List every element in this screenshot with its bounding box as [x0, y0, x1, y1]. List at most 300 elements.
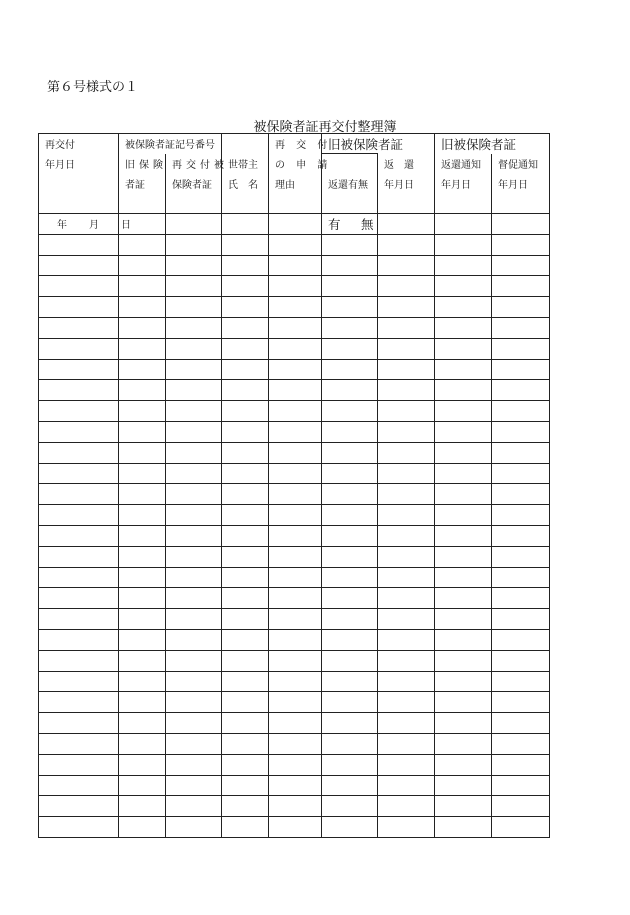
reminder-notice-cell[interactable] — [492, 546, 550, 567]
return-date-cell[interactable] — [378, 692, 435, 713]
table-row — [39, 234, 550, 255]
date-cell[interactable] — [39, 234, 119, 255]
reissued-card-cell[interactable] — [166, 796, 222, 817]
reminder-notice-cell[interactable] — [492, 421, 550, 442]
reissued-card-cell[interactable] — [166, 525, 222, 546]
old-card-cell[interactable] — [119, 276, 166, 297]
return-date-cell[interactable] — [378, 525, 435, 546]
reminder-notice-cell[interactable] — [492, 463, 550, 484]
return-date-cell[interactable] — [378, 650, 435, 671]
return-status-cell[interactable] — [322, 442, 378, 463]
return-date-cell[interactable] — [378, 297, 435, 318]
reason-cell[interactable] — [269, 671, 322, 692]
reminder-notice-cell[interactable] — [492, 234, 550, 255]
return-notice-cell[interactable] — [435, 525, 492, 546]
return-notice-cell[interactable] — [435, 297, 492, 318]
date-cell[interactable] — [39, 380, 119, 401]
return-date-cell[interactable] — [378, 401, 435, 422]
date-cell[interactable] — [39, 754, 119, 775]
return-status-cell[interactable] — [322, 276, 378, 297]
reminder-notice-cell[interactable] — [492, 401, 550, 422]
reissued-card-cell[interactable] — [166, 609, 222, 630]
return-date-cell[interactable] — [378, 505, 435, 526]
return-status-cell[interactable] — [322, 463, 378, 484]
old-card-cell[interactable] — [119, 401, 166, 422]
reminder-notice-cell[interactable] — [492, 775, 550, 796]
table-row — [39, 317, 550, 338]
date-cell[interactable] — [39, 733, 119, 754]
reissued-card-cell[interactable] — [166, 671, 222, 692]
reason-cell[interactable] — [269, 317, 322, 338]
reissued-card-cell[interactable] — [166, 442, 222, 463]
old-card-cell[interactable] — [119, 463, 166, 484]
reminder-notice-cell[interactable] — [492, 567, 550, 588]
return-status-cell[interactable] — [322, 796, 378, 817]
date-cell[interactable] — [39, 421, 119, 442]
return-notice-cell[interactable] — [435, 359, 492, 380]
reason-cell[interactable] — [269, 380, 322, 401]
reminder-notice-cell[interactable] — [492, 505, 550, 526]
reissued-card-cell[interactable] — [166, 380, 222, 401]
reissued-card-cell[interactable] — [166, 505, 222, 526]
reissued-card-cell[interactable] — [166, 276, 222, 297]
return-notice-cell[interactable] — [435, 380, 492, 401]
reason-cell[interactable] — [269, 629, 322, 650]
return-status-cell[interactable] — [322, 754, 378, 775]
return-status-cell[interactable] — [322, 380, 378, 401]
return-status-cell[interactable] — [322, 733, 378, 754]
yes-no-cell[interactable]: 有 無 — [322, 214, 378, 235]
return-date-cell[interactable] — [378, 546, 435, 567]
householder-cell[interactable] — [222, 463, 269, 484]
old-card-cell[interactable] — [119, 255, 166, 276]
reminder-notice-cell[interactable] — [492, 276, 550, 297]
date-cell[interactable] — [39, 692, 119, 713]
return-status-cell[interactable] — [322, 484, 378, 505]
householder-cell[interactable] — [222, 733, 269, 754]
reason-cell[interactable] — [269, 401, 322, 422]
return-status-cell[interactable] — [322, 546, 378, 567]
householder-cell[interactable] — [222, 525, 269, 546]
date-cell[interactable] — [39, 317, 119, 338]
header-householder-top — [222, 134, 269, 154]
return-status-cell[interactable] — [322, 359, 378, 380]
header-return-notice: 返還通知 — [435, 154, 492, 174]
reissued-card-cell[interactable] — [166, 317, 222, 338]
return-date-cell[interactable] — [378, 442, 435, 463]
return-status-cell[interactable] — [322, 234, 378, 255]
old-card-cell[interactable] — [119, 380, 166, 401]
old-card-cell[interactable] — [119, 525, 166, 546]
date-cell[interactable] — [39, 401, 119, 422]
reason-cell[interactable] — [269, 463, 322, 484]
return-status-cell[interactable] — [322, 421, 378, 442]
return-date-cell[interactable] — [378, 463, 435, 484]
old-card-cell[interactable] — [119, 733, 166, 754]
table-row — [39, 671, 550, 692]
reason-cell[interactable] — [269, 214, 322, 235]
householder-cell[interactable] — [222, 484, 269, 505]
return-date-cell[interactable] — [378, 338, 435, 359]
reissued-card-cell[interactable] — [166, 629, 222, 650]
return-date-cell[interactable] — [378, 255, 435, 276]
reissued-card-cell[interactable] — [166, 567, 222, 588]
householder-cell[interactable] — [222, 421, 269, 442]
header-reissue-date-2: 年月日 — [39, 154, 119, 174]
reminder-notice-cell[interactable] — [492, 338, 550, 359]
return-status-cell[interactable] — [322, 650, 378, 671]
reason-cell[interactable] — [269, 588, 322, 609]
reason-cell[interactable] — [269, 421, 322, 442]
return-date-cell[interactable] — [378, 671, 435, 692]
reminder-notice-cell[interactable] — [492, 214, 550, 235]
reason-cell[interactable] — [269, 255, 322, 276]
header-reason-2: の 申 請 — [269, 154, 322, 174]
old-card-cell[interactable] — [119, 421, 166, 442]
date-cell[interactable] — [39, 650, 119, 671]
return-date-cell[interactable] — [378, 359, 435, 380]
reissued-card-cell[interactable] — [166, 754, 222, 775]
reminder-notice-cell[interactable] — [492, 297, 550, 318]
reissued-card-cell[interactable] — [166, 338, 222, 359]
reason-cell[interactable] — [269, 234, 322, 255]
return-status-cell[interactable] — [322, 713, 378, 734]
date-cell[interactable] — [39, 671, 119, 692]
old-card-cell[interactable] — [119, 297, 166, 318]
reminder-notice-cell[interactable] — [492, 733, 550, 754]
return-notice-cell[interactable] — [435, 546, 492, 567]
table-row — [39, 692, 550, 713]
reason-cell[interactable] — [269, 338, 322, 359]
reissued-card-cell[interactable] — [166, 463, 222, 484]
reissued-card-cell[interactable] — [166, 255, 222, 276]
reason-cell[interactable] — [269, 359, 322, 380]
householder-cell[interactable] — [222, 380, 269, 401]
return-date-cell[interactable] — [378, 380, 435, 401]
return-notice-cell[interactable] — [435, 650, 492, 671]
date-cell[interactable] — [39, 796, 119, 817]
householder-cell[interactable] — [222, 629, 269, 650]
table-row — [39, 463, 550, 484]
return-date-cell[interactable] — [378, 588, 435, 609]
return-notice-cell[interactable] — [435, 671, 492, 692]
return-notice-cell[interactable] — [435, 733, 492, 754]
householder-cell[interactable] — [222, 317, 269, 338]
return-status-cell[interactable] — [322, 255, 378, 276]
reason-cell[interactable] — [269, 567, 322, 588]
header-reminder-notice-2: 年月日 — [492, 174, 550, 214]
header-old-card-return: 旧被保険者証 — [322, 134, 435, 154]
table-row — [39, 484, 550, 505]
return-notice-cell[interactable] — [435, 505, 492, 526]
reissued-card-cell[interactable] — [166, 713, 222, 734]
reissued-card-cell[interactable] — [166, 214, 222, 235]
reminder-notice-cell[interactable] — [492, 754, 550, 775]
table-row — [39, 754, 550, 775]
householder-cell[interactable] — [222, 588, 269, 609]
date-cell[interactable] — [39, 276, 119, 297]
reminder-notice-cell[interactable] — [492, 255, 550, 276]
table-row — [39, 442, 550, 463]
return-date-cell[interactable] — [378, 629, 435, 650]
reason-cell[interactable] — [269, 442, 322, 463]
reminder-notice-cell[interactable] — [492, 713, 550, 734]
reissued-card-cell[interactable] — [166, 359, 222, 380]
reason-cell[interactable] — [269, 546, 322, 567]
old-card-cell[interactable] — [119, 671, 166, 692]
return-status-cell[interactable] — [322, 401, 378, 422]
householder-cell[interactable] — [222, 214, 269, 235]
return-status-cell[interactable] — [322, 525, 378, 546]
reissued-card-cell[interactable] — [166, 401, 222, 422]
old-card-cell[interactable] — [119, 609, 166, 630]
householder-cell[interactable] — [222, 567, 269, 588]
return-notice-cell[interactable] — [435, 796, 492, 817]
return-notice-cell[interactable] — [435, 421, 492, 442]
return-status-cell[interactable] — [322, 671, 378, 692]
return-notice-cell[interactable] — [435, 588, 492, 609]
date-cell[interactable] — [39, 255, 119, 276]
reissued-card-cell[interactable] — [166, 546, 222, 567]
date-cell[interactable] — [39, 297, 119, 318]
old-card-cell[interactable] — [119, 317, 166, 338]
return-notice-cell[interactable] — [435, 775, 492, 796]
old-card-cell[interactable] — [119, 713, 166, 734]
reissued-card-cell[interactable] — [166, 733, 222, 754]
date-cell[interactable] — [39, 546, 119, 567]
reminder-notice-cell[interactable] — [492, 817, 550, 838]
reminder-notice-cell[interactable] — [492, 484, 550, 505]
reissue-register-table — [38, 133, 550, 838]
householder-cell[interactable] — [222, 255, 269, 276]
return-date-cell[interactable] — [378, 484, 435, 505]
return-date-cell[interactable] — [378, 609, 435, 630]
header-reminder-notice: 督促通知 — [492, 154, 550, 174]
return-status-cell[interactable] — [322, 317, 378, 338]
old-card-cell[interactable] — [119, 546, 166, 567]
householder-cell[interactable] — [222, 754, 269, 775]
reminder-notice-cell[interactable] — [492, 609, 550, 630]
old-card-cell[interactable] — [119, 234, 166, 255]
return-date-cell[interactable] — [378, 775, 435, 796]
date-cell[interactable] — [39, 567, 119, 588]
reissued-card-cell[interactable] — [166, 484, 222, 505]
reason-cell[interactable] — [269, 650, 322, 671]
reminder-notice-cell[interactable] — [492, 650, 550, 671]
return-status-cell[interactable] — [322, 588, 378, 609]
date-cell[interactable] — [39, 359, 119, 380]
reason-cell[interactable] — [269, 276, 322, 297]
old-card-cell[interactable] — [119, 692, 166, 713]
date-cell[interactable] — [39, 588, 119, 609]
reissued-card-cell[interactable] — [166, 775, 222, 796]
date-cell[interactable] — [39, 775, 119, 796]
return-date-cell[interactable] — [378, 214, 435, 235]
table-row — [39, 214, 550, 235]
reminder-notice-cell[interactable] — [492, 692, 550, 713]
return-date-cell[interactable] — [378, 276, 435, 297]
header-reissued-card-2: 保険者証 — [166, 174, 222, 214]
return-status-cell[interactable] — [322, 817, 378, 838]
date-cell[interactable] — [39, 629, 119, 650]
return-notice-cell[interactable] — [435, 692, 492, 713]
reason-cell[interactable] — [269, 525, 322, 546]
return-status-cell[interactable] — [322, 775, 378, 796]
return-date-cell[interactable] — [378, 754, 435, 775]
return-date-cell[interactable] — [378, 317, 435, 338]
header-householder-2: 氏 名 — [222, 174, 269, 214]
return-notice-cell[interactable] — [435, 338, 492, 359]
householder-cell[interactable] — [222, 650, 269, 671]
old-card-cell[interactable] — [119, 484, 166, 505]
reissued-card-cell[interactable] — [166, 421, 222, 442]
householder-cell[interactable] — [222, 671, 269, 692]
reminder-notice-cell[interactable] — [492, 380, 550, 401]
return-notice-cell[interactable] — [435, 567, 492, 588]
reminder-notice-cell[interactable] — [492, 525, 550, 546]
return-status-cell[interactable] — [322, 609, 378, 630]
householder-cell[interactable] — [222, 796, 269, 817]
form-number: 第６号様式の１ — [47, 80, 139, 95]
reminder-notice-cell[interactable] — [492, 359, 550, 380]
reason-cell[interactable] — [269, 713, 322, 734]
return-notice-cell[interactable] — [435, 629, 492, 650]
return-date-cell[interactable] — [378, 713, 435, 734]
page-title: 被保険者証再交付整理簿 — [253, 120, 397, 135]
householder-cell[interactable] — [222, 713, 269, 734]
reissued-card-cell[interactable] — [166, 297, 222, 318]
header-reissue-date: 再交付 — [39, 134, 119, 154]
old-card-cell[interactable] — [119, 796, 166, 817]
householder-cell[interactable] — [222, 401, 269, 422]
table-row — [39, 733, 550, 754]
reason-cell[interactable] — [269, 775, 322, 796]
header-old-card: 旧保険 — [119, 154, 166, 174]
table-row — [39, 338, 550, 359]
old-card-cell[interactable] — [119, 650, 166, 671]
return-status-cell[interactable] — [322, 297, 378, 318]
date-cell[interactable] — [39, 505, 119, 526]
date-cell[interactable] — [39, 338, 119, 359]
householder-cell[interactable] — [222, 359, 269, 380]
old-card-cell[interactable] — [119, 505, 166, 526]
householder-cell[interactable] — [222, 505, 269, 526]
reason-cell[interactable] — [269, 796, 322, 817]
return-notice-cell[interactable] — [435, 463, 492, 484]
header-return-date: 返 還 — [378, 154, 435, 174]
return-status-cell[interactable] — [322, 505, 378, 526]
householder-cell[interactable] — [222, 775, 269, 796]
reminder-notice-cell[interactable] — [492, 671, 550, 692]
return-notice-cell[interactable] — [435, 609, 492, 630]
householder-cell[interactable] — [222, 817, 269, 838]
reminder-notice-cell[interactable] — [492, 629, 550, 650]
reminder-notice-cell[interactable] — [492, 317, 550, 338]
reminder-notice-cell[interactable] — [492, 588, 550, 609]
reissued-card-cell[interactable] — [166, 588, 222, 609]
return-status-cell[interactable] — [322, 567, 378, 588]
header-reason-3: 理由 — [269, 174, 322, 214]
householder-cell[interactable] — [222, 297, 269, 318]
householder-cell[interactable] — [222, 692, 269, 713]
reason-cell[interactable] — [269, 505, 322, 526]
date-cell[interactable] — [39, 525, 119, 546]
date-cell[interactable] — [39, 817, 119, 838]
old-card-cell[interactable] — [119, 588, 166, 609]
householder-cell[interactable] — [222, 338, 269, 359]
return-date-cell[interactable] — [378, 817, 435, 838]
reason-cell[interactable] — [269, 733, 322, 754]
reason-cell[interactable] — [269, 692, 322, 713]
return-status-cell[interactable] — [322, 338, 378, 359]
reason-cell[interactable] — [269, 297, 322, 318]
return-notice-cell[interactable] — [435, 484, 492, 505]
reason-cell[interactable] — [269, 817, 322, 838]
date-placeholder-cell[interactable]: 年 月 日 — [39, 214, 119, 235]
return-date-cell[interactable] — [378, 796, 435, 817]
table-row — [39, 359, 550, 380]
old-card-cell[interactable] — [119, 754, 166, 775]
old-card-cell[interactable] — [119, 629, 166, 650]
return-notice-cell[interactable] — [435, 255, 492, 276]
householder-cell[interactable] — [222, 609, 269, 630]
return-status-cell[interactable] — [322, 629, 378, 650]
old-card-cell[interactable] — [119, 338, 166, 359]
old-card-cell[interactable] — [119, 567, 166, 588]
return-notice-cell[interactable] — [435, 214, 492, 235]
table-row — [39, 817, 550, 838]
table-row — [39, 775, 550, 796]
householder-cell[interactable] — [222, 276, 269, 297]
reissued-card-cell[interactable] — [166, 650, 222, 671]
return-notice-cell[interactable] — [435, 401, 492, 422]
householder-cell[interactable] — [222, 546, 269, 567]
old-card-cell[interactable] — [119, 442, 166, 463]
return-date-cell[interactable] — [378, 567, 435, 588]
reissued-card-cell[interactable] — [166, 817, 222, 838]
return-date-cell[interactable] — [378, 421, 435, 442]
reissued-card-cell[interactable] — [166, 692, 222, 713]
reissued-card-cell[interactable] — [166, 234, 222, 255]
return-notice-cell[interactable] — [435, 817, 492, 838]
householder-cell[interactable] — [222, 234, 269, 255]
reminder-notice-cell[interactable] — [492, 796, 550, 817]
old-card-cell[interactable] — [119, 817, 166, 838]
return-date-cell[interactable] — [378, 733, 435, 754]
householder-cell[interactable] — [222, 442, 269, 463]
old-card-cell[interactable] — [119, 359, 166, 380]
old-card-cell[interactable] — [119, 775, 166, 796]
date-cell[interactable] — [39, 463, 119, 484]
reason-cell[interactable] — [269, 484, 322, 505]
reminder-notice-cell[interactable] — [492, 442, 550, 463]
return-notice-cell[interactable] — [435, 234, 492, 255]
return-notice-cell[interactable] — [435, 713, 492, 734]
date-cell[interactable] — [39, 484, 119, 505]
table-row — [39, 297, 550, 318]
return-notice-cell[interactable] — [435, 317, 492, 338]
return-date-cell[interactable] — [378, 234, 435, 255]
return-notice-cell[interactable] — [435, 276, 492, 297]
reason-cell[interactable] — [269, 754, 322, 775]
reason-cell[interactable] — [269, 609, 322, 630]
date-cell[interactable] — [39, 609, 119, 630]
date-cell[interactable] — [39, 442, 119, 463]
return-status-cell[interactable] — [322, 692, 378, 713]
return-notice-cell[interactable] — [435, 442, 492, 463]
return-notice-cell[interactable] — [435, 754, 492, 775]
date-cell[interactable] — [39, 713, 119, 734]
